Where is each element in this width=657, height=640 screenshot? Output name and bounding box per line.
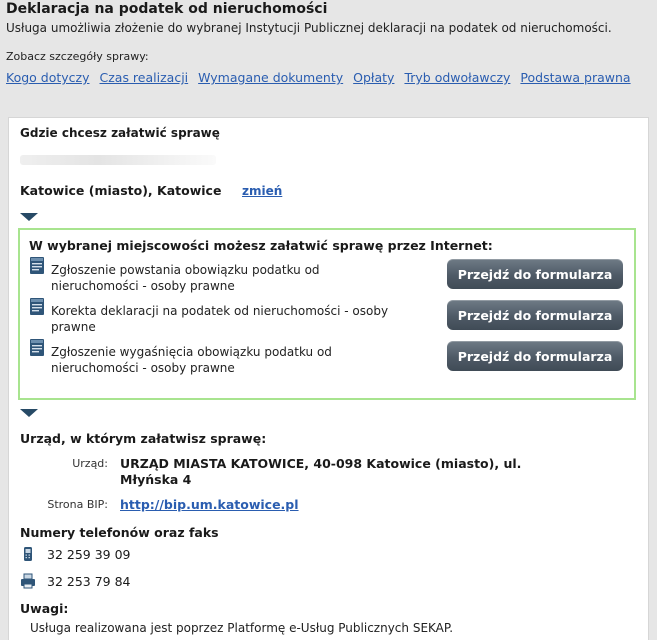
document-icon [29, 257, 45, 275]
go-to-form-button[interactable]: Przejdź do formularza [447, 300, 623, 330]
location-section-title: Gdzie chcesz załatwić sprawę [20, 126, 220, 140]
form-description: Zgłoszenie wygaśnięcia obowiązku podatku od nieruchomości - osoby prawne [51, 345, 332, 375]
tab-podstawa-prawna[interactable]: Podstawa prawna [520, 70, 631, 85]
bip-link[interactable]: http://bip.um.katowice.pl [120, 497, 299, 512]
fax-row [20, 570, 648, 592]
selected-location: Katowice (miasto), Katowice [20, 183, 222, 198]
page-description: Usługa umożliwia złożenie do wybranej Instytucji Publicznej deklaracji na podatek od nieruchomości. [6, 21, 612, 35]
change-location-link[interactable]: zmień [242, 184, 283, 198]
form-description: Korekta deklaracji na podatek od nieruchomości - osoby prawne [51, 304, 389, 334]
form-row [29, 335, 634, 376]
office-section-title: Urząd, w którym załatwisz sprawę: [20, 431, 267, 446]
location-row [20, 183, 648, 198]
phone-icon [20, 546, 36, 562]
form-description: Zgłoszenie powstania obowiązku podatku od nieruchomości - osoby prawne [51, 263, 320, 293]
notes-text: Usługa realizowana jest poprzez Platformę e-Usług Publicznych SEKAP. [30, 621, 454, 635]
fax-number: 32 253 79 84 [47, 573, 131, 589]
form-row [29, 253, 634, 294]
bip-row [20, 497, 648, 513]
details-label: Zobacz szczegóły sprawy: [6, 50, 149, 63]
phone-number: 32 259 39 09 [47, 546, 131, 562]
go-to-form-button[interactable]: Przejdź do formularza [447, 259, 623, 289]
tab-czas-realizacji[interactable]: Czas realizacji [99, 70, 189, 85]
tab-wymagane-dokumenty[interactable]: Wymagane dokumenty [198, 70, 344, 85]
document-icon [29, 298, 45, 316]
tab-oplaty[interactable]: Opłaty [353, 70, 395, 85]
tab-tryb-odwolawczy[interactable]: Tryb odwoławczy [404, 70, 511, 85]
fax-icon [20, 573, 36, 589]
triangle-down-icon[interactable] [20, 409, 38, 417]
office-value: URZĄD MIASTA KATOWICE, 40-098 Katowice (miasto), ul. Młyńska 4 [120, 456, 522, 487]
case-card [8, 117, 649, 640]
details-tabs [6, 70, 651, 86]
contact-section-title: Numery telefonów oraz faks [20, 525, 219, 540]
online-services-box [18, 228, 636, 400]
bip-label: Strona BIP: [47, 498, 108, 511]
tab-kogo-dotyczy[interactable]: Kogo dotyczy [6, 70, 90, 85]
blurred-breadcrumb [20, 155, 216, 165]
notes-title: Uwagi: [20, 601, 69, 616]
case-header [6, 0, 651, 86]
office-label: Urząd: [72, 457, 108, 470]
go-to-form-button[interactable]: Przejdź do formularza [447, 341, 623, 371]
page-title: Deklaracja na podatek od nieruchomości [6, 1, 328, 17]
triangle-down-icon[interactable] [20, 213, 38, 221]
online-services-title: W wybranej miejscowości możesz załatwić sprawę przez Internet: [29, 238, 493, 253]
form-row [29, 294, 634, 335]
phone-row [20, 543, 648, 565]
document-icon [29, 339, 45, 357]
office-row [20, 456, 648, 488]
